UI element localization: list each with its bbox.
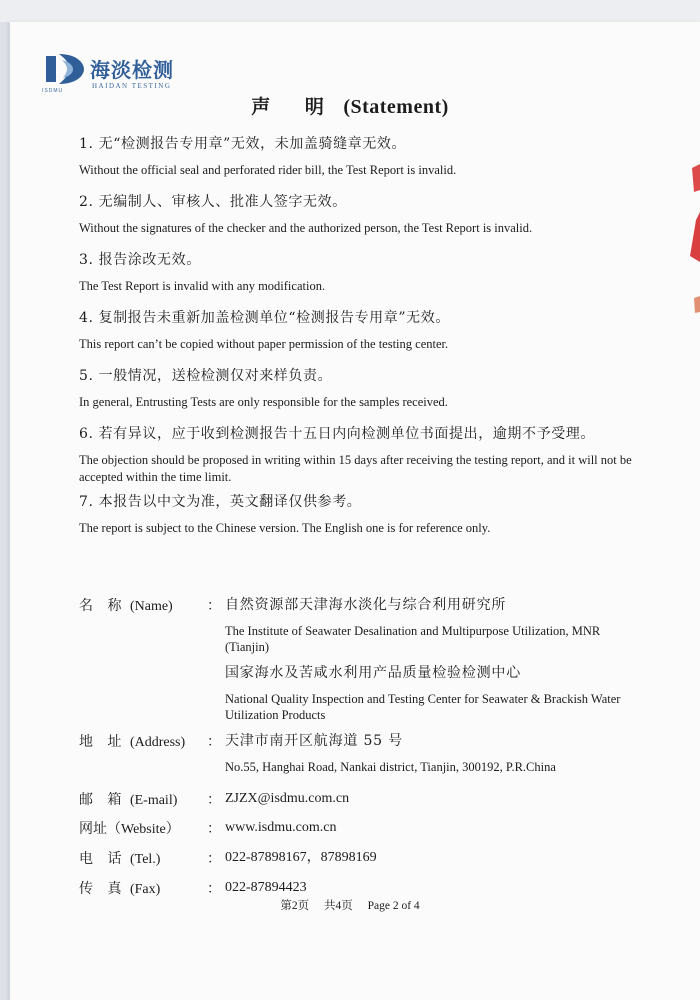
statement-english: The report is subject to the Chinese version. The English one is for reference only. [79, 521, 491, 535]
fax-label-english: (Fax) [129, 882, 161, 897]
statement-english: The Test Report is invalid with any modification. [79, 279, 326, 293]
address-label [79, 731, 185, 751]
colon: ： [207, 793, 221, 808]
address-value-chinese: 天津市南开区航海道 55 号 [225, 733, 403, 749]
logo-english-name: HAIDAN TESTING [92, 82, 172, 90]
statement-item [79, 366, 649, 411]
email-address: ZJZX@isdmu.com.cn [225, 791, 350, 806]
fax-label-chinese: 传 真 [79, 881, 127, 897]
statement-item [79, 192, 649, 237]
logo-abbreviation: ISDMU [42, 88, 64, 94]
email-value [225, 789, 645, 809]
email-label [79, 789, 177, 809]
statement-item [79, 250, 649, 295]
statement-english: Without the signatures of the checker and the authorized person, the Test Report is invalid. [79, 221, 533, 235]
logo-mark-icon [42, 50, 86, 88]
fax-value [225, 878, 645, 898]
title-chinese: 声 明 [251, 96, 338, 118]
fax-number: 022-87894423 [225, 880, 307, 895]
colon: ： [207, 822, 221, 837]
colon: ： [207, 599, 221, 614]
website-label [79, 818, 180, 838]
info-row-website [79, 818, 659, 848]
name-value [225, 595, 645, 723]
address-label-chinese: 地 址 [79, 734, 127, 750]
fax-label [79, 878, 160, 898]
statement-item [79, 424, 649, 486]
email-label-english: (E-mail) [129, 793, 178, 808]
website-label-chinese: 网址 [79, 821, 107, 837]
name-label-english: (Name) [129, 599, 173, 614]
company-logo [42, 48, 212, 94]
name-label [79, 595, 173, 615]
website-url: www.isdmu.com.cn [225, 820, 337, 835]
info-row-email [79, 789, 659, 818]
top-strip [0, 0, 700, 22]
footer-page-english: Page 2 of 4 [367, 900, 420, 912]
tel-value [225, 848, 645, 868]
statement-item [79, 492, 649, 537]
title-english: (Statement) [343, 96, 449, 118]
statement-chinese: 5. 一般情况，送检检测仅对来样负责。 [79, 368, 333, 384]
statement-item [79, 134, 649, 179]
colon: ： [207, 882, 221, 897]
statement-chinese: 6. 若有异议，应于收到检测报告十五日内向检测单位书面提出，逾期不予受理。 [79, 426, 596, 442]
address-value-english: No.55, Hanghai Road, Nankai district, Tianjin, 300192, P.R.China [225, 760, 556, 774]
statement-english: The objection should be proposed in writing within 15 days after receiving the testing report, and it will not be accepted within the time limit. [79, 453, 632, 484]
logo-chinese-name: 海淡检测 [90, 58, 174, 82]
tel-label-english: (Tel.) [129, 852, 161, 867]
statement-chinese: 1. 无“检测报告专用章”无效，未加盖骑缝章无效。 [79, 136, 407, 152]
footer-page-chinese: 第2页 [280, 900, 310, 912]
name-value-english: The Institute of Seawater Desalination and Multipurpose Utilization, MNR (Tianjin) [225, 624, 601, 654]
website-label-english: （Website） [107, 822, 180, 837]
address-value [225, 731, 645, 775]
info-row-address [79, 731, 659, 789]
footer-total-chinese: 共4页 [323, 900, 353, 912]
left-edge [0, 22, 10, 1000]
statement-chinese: 4. 复制报告未重新加盖检测单位“检测报告专用章”无效。 [79, 310, 450, 326]
page-title [0, 92, 700, 119]
name-value-chinese-2: 国家海水及苦咸水利用产品质量检验检测中心 [225, 665, 521, 681]
statement-list [79, 134, 649, 550]
name-value-english-2: National Quality Inspection and Testing Center for Seawater & Brackish Water Utilization Products [225, 692, 621, 722]
contact-info [79, 595, 659, 906]
statement-chinese: 3. 报告涂改无效。 [79, 252, 201, 268]
seal-fragment-icon [682, 150, 700, 330]
statement-english: This report can’t be copied without paper permission of the testing center. [79, 337, 449, 351]
tel-number: 022-87898167，87898169 [225, 850, 377, 865]
page-footer [0, 897, 700, 913]
statement-chinese: 2. 无编制人、审核人、批准人签字无效。 [79, 194, 347, 210]
statement-english: In general, Entrusting Tests are only responsible for the samples received. [79, 395, 448, 409]
info-row-tel [79, 848, 659, 878]
colon: ： [207, 735, 221, 750]
name-label-chinese: 名 称 [79, 598, 127, 614]
statement-chinese: 7. 本报告以中文为准，英文翻译仅供参考。 [79, 494, 362, 510]
name-value-chinese: 自然资源部天津海水淡化与综合利用研究所 [225, 597, 507, 613]
tel-label-chinese: 电 话 [79, 851, 127, 867]
address-label-english: (Address) [129, 735, 186, 750]
email-label-chinese: 邮 箱 [79, 792, 127, 808]
info-row-name [79, 595, 659, 731]
statement-item [79, 308, 649, 353]
statement-english: Without the official seal and perforated rider bill, the Test Report is invalid. [79, 163, 457, 177]
colon: ： [207, 852, 221, 867]
website-value [225, 818, 645, 838]
tel-label [79, 848, 160, 868]
